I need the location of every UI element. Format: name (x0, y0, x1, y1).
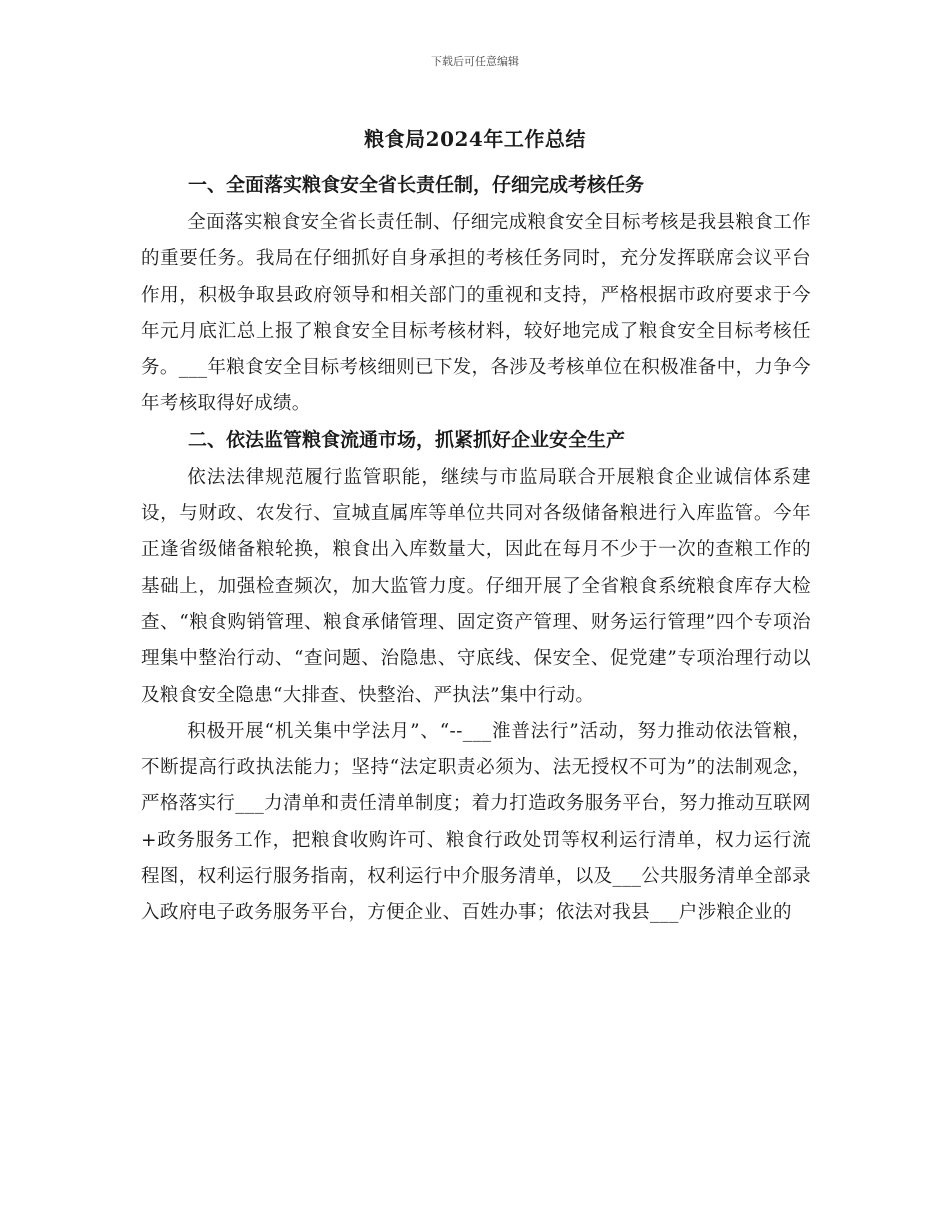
document-title: 粮食局2024年工作总结 (364, 127, 586, 151)
section-heading-1: 一、全面落实粮食安全省长责任制，仔细完成考核任务 (188, 174, 645, 196)
section-2-paragraph-1: 依法法律规范履行监管职能，继续与市监局联合开展粮食企业诚信体系建设，与财政、农发行、宣城直属库等单位共同对各级储备粮进行入库监管。今年正逢省级储备粮轮换，粮食出入库数量大，因此在每月不少于一次的查粮工作的基础上，加强检查频次，加大监管力度。仔细开展了全省粮食系统粮食库存大检查、“粮食购销管理、粮食承储管理、固定资产管理、财务运行管理”四个专项治理集中整治行动、“查问题、治隐患、守底线、保安全、促党建”专项治理行动以及粮食安全隐患“大排查、快整治、严执法”集中行动。 (141, 466, 811, 706)
header-note: 下载后可任意编辑 (431, 55, 519, 68)
section-1-paragraph-1: 全面落实粮食安全省长责任制、仔细完成粮食安全目标考核是我县粮食工作的重要任务。我局在仔细抓好自身承担的考核任务同时，充分发挥联席会议平台作用，积极争取县政府领导和相关部门的重视和支持，严格根据市政府要求于今年元月底汇总上报了粮食安全目标考核材料，较好地完成了粮食安全目标考核任务。___年粮食安全目标考核细则已下发，各涉及考核单位在积极准备中，力争今年考核取得好成绩。 (141, 212, 811, 415)
section-2-paragraph-2: 积极开展“机关集中学法月”、“--___淮普法行”活动，努力推动依法管粮，不断提高行政执法能力；坚持“法定职责必须为、法无授权不可为”的法制观念，严格落实行___力清单和责任清单制度；着力打造政务服务平台，努力推动互联网+政务服务工作，把粮食收购许可、粮食行政处罚等权利运行清单，权力运行流程图，权利运行服务指南，权利运行中介服务清单，以及___公共服务清单全部录入政府电子政务服务平台，方便企业、百姓办事；依法对我县___户涉粮企业的 (141, 720, 811, 924)
document-body (141, 168, 811, 932)
section-heading-2: 二、依法监管粮食流通市场，抓紧抓好企业安全生产 (188, 428, 626, 451)
